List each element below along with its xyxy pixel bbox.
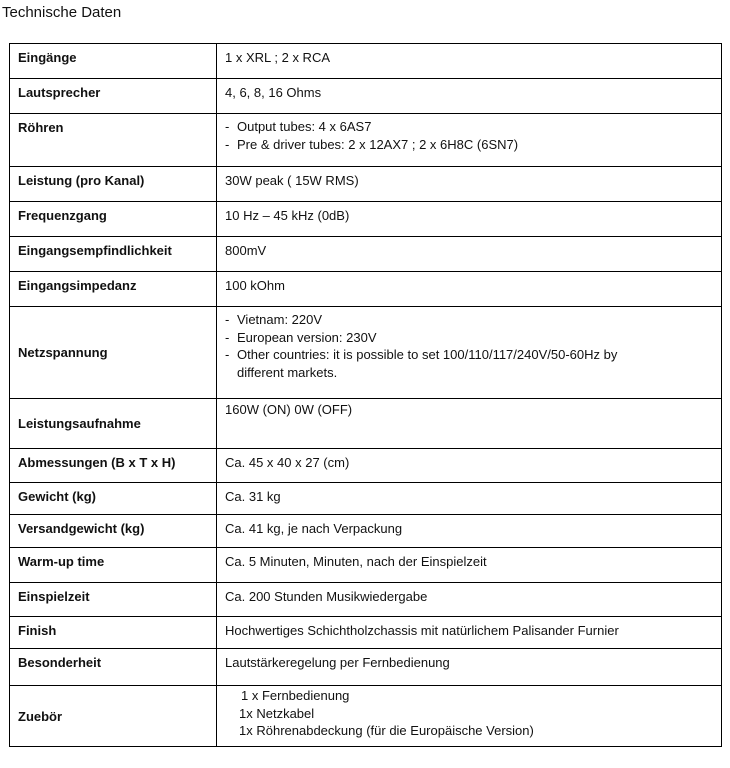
value-empfindlichkeit: 800mV (225, 243, 267, 258)
row-value (217, 307, 722, 399)
value-besonderheit: Lautstärkeregelung per Fernbedienung (225, 655, 450, 670)
row-label (10, 307, 217, 399)
row-label (10, 515, 217, 548)
value-gewicht: Ca. 31 kg (225, 489, 281, 504)
row-value (217, 548, 722, 583)
label-warmup: Warm-up time (18, 554, 105, 569)
row-label (10, 649, 217, 686)
row-value (217, 617, 722, 649)
row-label (10, 79, 217, 114)
row-label (10, 483, 217, 515)
label-abmessungen: Abmessungen (B x T x H) (18, 455, 176, 470)
row-value (217, 202, 722, 237)
value-versandgewicht: Ca. 41 kg, je nach Verpackung (225, 521, 403, 536)
value-lautsprecher: 4, 6, 8, 16 Ohms (225, 85, 322, 100)
label-empfindlichkeit: Eingangsempfindlichkeit (18, 243, 172, 258)
netz-item-1: Vietnam: 220V (237, 312, 323, 327)
netz-item-3-continuation: different markets. (237, 364, 338, 380)
list-item: - Other countries: it is possible to set 100/110/117/240V/50-60Hz by (225, 347, 618, 362)
document-title: Technische Daten (2, 4, 122, 21)
table-row (10, 272, 722, 307)
row-value (217, 79, 722, 114)
row-label (10, 167, 217, 202)
label-einspielzeit: Einspielzeit (18, 589, 90, 604)
row-value (217, 515, 722, 548)
list-item: - Output tubes: 4 x 6AS7 (225, 119, 372, 134)
row-value (217, 114, 722, 167)
value-finish: Hochwertiges Schichtholzchassis mit natürlichem Palisander Furnier (225, 623, 619, 638)
table-row (10, 483, 722, 515)
row-value (217, 272, 722, 307)
row-label (10, 272, 217, 307)
zubehoer-item-2: 1x Netzkabel (239, 705, 315, 721)
label-leistungsaufnahme: Leistungsaufnahme (18, 416, 141, 431)
table-row (10, 44, 722, 79)
label-finish: Finish (18, 623, 57, 638)
row-value (217, 44, 722, 79)
table-row (10, 167, 722, 202)
value-warmup: Ca. 5 Minuten, Minuten, nach der Einspielzeit (225, 554, 487, 569)
row-value (217, 583, 722, 617)
row-value (217, 686, 722, 747)
row-label (10, 548, 217, 583)
label-impedanz: Eingangsimpedanz (18, 278, 137, 293)
row-label (10, 44, 217, 79)
table-row (10, 399, 722, 449)
value-impedanz: 100 kOhm (225, 278, 285, 293)
value-einspielzeit: Ca. 200 Stunden Musikwiedergabe (225, 589, 428, 604)
table-row (10, 202, 722, 237)
row-label (10, 202, 217, 237)
row-label (10, 583, 217, 617)
label-eingaenge: Eingänge (18, 50, 77, 65)
row-value (217, 449, 722, 483)
row-value (217, 237, 722, 272)
table-row (10, 449, 722, 483)
roehren-item-1: Output tubes: 4 x 6AS7 (237, 119, 372, 134)
table-row (10, 515, 722, 548)
table-row (10, 686, 722, 747)
row-label (10, 237, 217, 272)
value-eingaenge: 1 x XRL ; 2 x RCA (225, 50, 330, 65)
label-gewicht: Gewicht (kg) (18, 489, 97, 504)
table-row (10, 649, 722, 686)
zubehoer-item-1: 1 x Fernbedienung (241, 688, 350, 703)
label-roehren: Röhren (18, 120, 64, 135)
value-frequenzgang: 10 Hz – 45 kHz (0dB) (225, 208, 350, 223)
table-row (10, 307, 722, 399)
row-label (10, 399, 217, 449)
label-lautsprecher: Lautsprecher (18, 85, 101, 100)
table-row (10, 548, 722, 583)
label-leistung: Leistung (pro Kanal) (18, 173, 145, 188)
row-value (217, 483, 722, 515)
table-row (10, 237, 722, 272)
table-row (10, 617, 722, 649)
roehren-item-2: Pre & driver tubes: 2 x 12AX7 ; 2 x 6H8C (6SN7) (237, 136, 519, 152)
row-value (217, 649, 722, 686)
table-row (10, 79, 722, 114)
list-item: - European version: 230V (225, 329, 377, 345)
label-frequenzgang: Frequenzgang (18, 208, 107, 223)
table-row (10, 114, 722, 167)
netz-item-2: European version: 230V (237, 329, 377, 345)
spec-table (9, 43, 722, 747)
zubehoer-item-3: 1x Röhrenabdeckung (für die Europäische Version) (239, 723, 534, 738)
value-abmessungen: Ca. 45 x 40 x 27 (cm) (225, 455, 350, 470)
row-label (10, 114, 217, 167)
list-item: - Vietnam: 220V (225, 312, 323, 327)
value-leistung: 30W peak ( 15W RMS) (225, 173, 359, 188)
list-item: - Pre & driver tubes: 2 x 12AX7 ; 2 x 6H8C (6SN7) (225, 136, 519, 152)
label-besonderheit: Besonderheit (18, 655, 102, 670)
value-leistungsaufnahme: 160W (ON) 0W (OFF) (225, 402, 353, 417)
row-label (10, 686, 217, 747)
table-row (10, 583, 722, 617)
label-netzspannung: Netzspannung (18, 345, 108, 360)
row-value (217, 167, 722, 202)
netz-item-3: Other countries: it is possible to set 100/110/117/240V/50-60Hz by (237, 347, 618, 362)
label-versandgewicht: Versandgewicht (kg) (18, 521, 145, 536)
label-zubehoer: Zuebör (18, 708, 63, 724)
row-value (217, 399, 722, 449)
row-label (10, 449, 217, 483)
row-label (10, 617, 217, 649)
